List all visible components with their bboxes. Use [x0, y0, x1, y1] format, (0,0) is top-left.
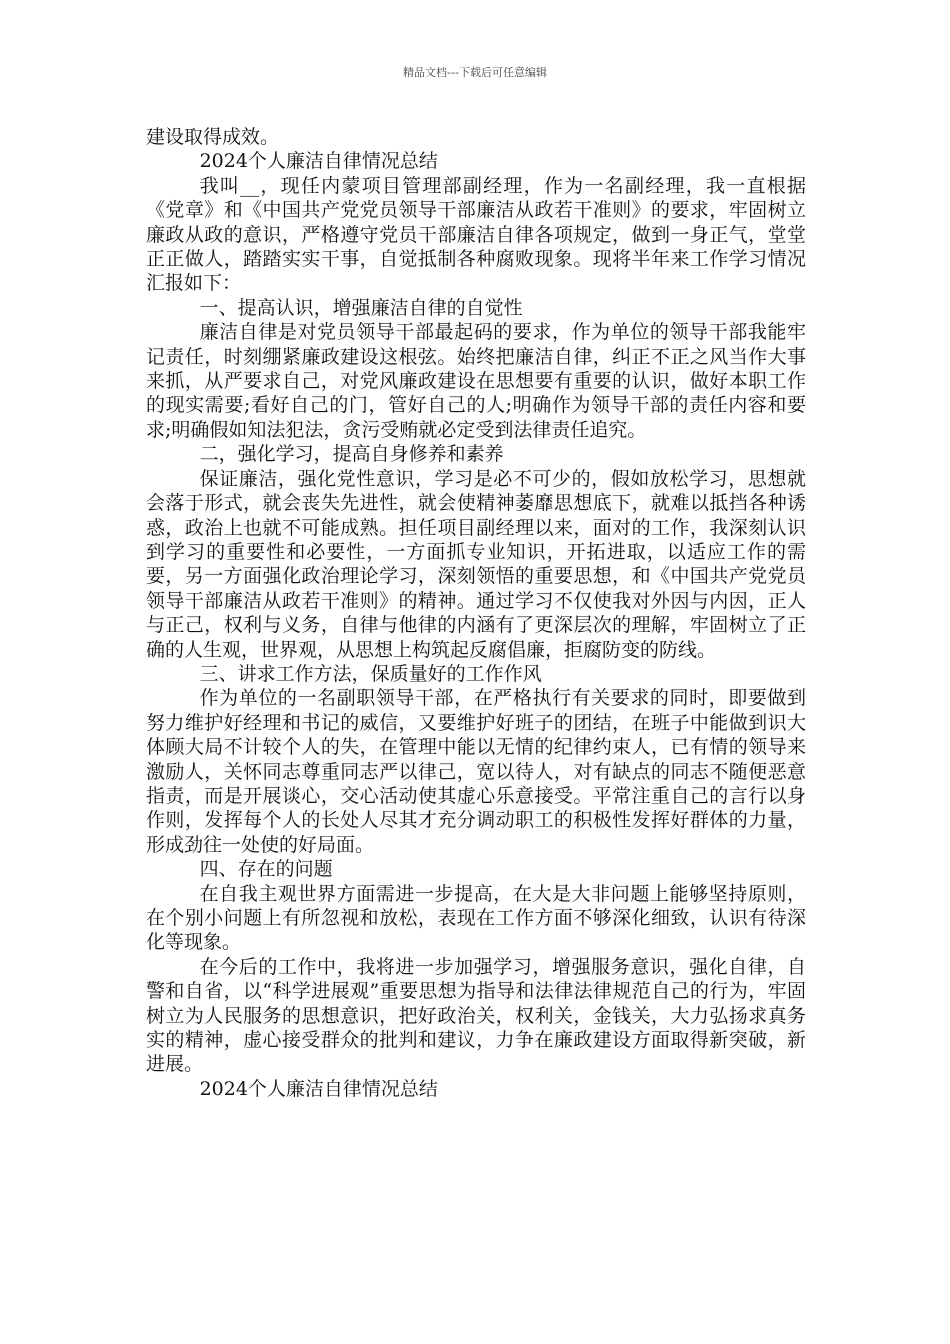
document-body [146, 125, 806, 1101]
page-header: 精品文档---下载后可任意编辑 [403, 66, 547, 79]
section-title-repeat: 2024个人廉洁自律情况总结 [199, 1077, 438, 1100]
heading-4: 四、存在的问题 [199, 858, 333, 881]
paragraph-1: 廉洁自律是对党员领导干部最起码的要求，作为单位的领导干部我能牢记责任，时刻绷紧廉政建设这根弦。始终把廉洁自律，纠正不正之风当作大事来抓，从严要求自己，对党风廉政建设在思想要有重要的认识，做好本职工作的现实需要;看好自己的门，管好自己的人;明确作为领导干部的责任内容和要求;明确假如知法犯法，贪污受贿就必定受到法律责任追究。 [146, 321, 806, 441]
paragraph-4: 在自我主观世界方面需进一步提高，在大是大非问题上能够坚持原则，在个别小问题上有所忽视和放松，表现在工作方面不够深化细致，认识有待深化等现象。 [146, 882, 806, 954]
paragraph-intro: 我叫__，现任内蒙项目管理部副经理，作为一名副经理，我一直根据《党章》和《中国共产党党员领导干部廉洁从政若干准则》的要求，牢固树立廉政从政的意识，严格遵守党员干部廉洁自律各项规定，做到一身正气，堂堂正正做人，踏踏实实干事，自觉抵制各种腐败现象。现将半年来工作学习情况汇报如下： [146, 174, 806, 295]
heading-2: 二，强化学习，提高自身修养和素养 [199, 443, 504, 466]
paragraph-continuation: 建设取得成效。 [146, 126, 280, 148]
section-title: 2024个人廉洁自律情况总结 [199, 150, 438, 173]
heading-1: 一、提高认识，增强廉洁自律的自觉性 [199, 296, 523, 319]
paragraph-5: 在今后的工作中，我将进一步加强学习，增强服务意识，强化自律，自警和自省，以“科学进展观”重要思想为指导和法律法律规范自己的行为，牢固树立为人民服务的思想意识，把好政治关，权利关，金钱关，大力弘扬求真务实的精神，虚心接受群众的批判和建议，力争在廉政建设方面取得新突破，新进展。 [146, 955, 806, 1076]
heading-3: 三、讲求工作方法，保质量好的工作作风 [199, 662, 542, 685]
paragraph-3: 作为单位的一名副职领导干部，在严格执行有关要求的同时，即要做到努力维护好经理和书记的威信，又要维护好班子的团结，在班子中能做到识大体顾大局不计较个人的失，在管理中能以无情的纪律约束人，已有情的领导来激励人，关怀同志尊重同志严以律己，宽以待人，对有缺点的同志不随便恶意指责，而是开展谈心，交心活动使其虚心乐意接受。平常注重自己的言行以身作则，发挥每个人的长处人尽其才充分调动职工的积极性发挥好群体的力量，形成劲往一处使的好局面。 [146, 687, 806, 856]
paragraph-2: 保证廉洁，强化党性意识，学习是必不可少的，假如放松学习，思想就会落于形式，就会丧失先进性，就会使精神萎靡思想底下，就难以抵挡各种诱惑，政治上也就不可能成熟。担任项目副经理以来，面对的工作，我深刻认识到学习的重要性和必要性，一方面抓专业知识，开拓进取，以适应工作的需要，另一方面强化政治理论学习，深刻领悟的重要思想，和《中国共产党党员领导干部廉洁从政若干准则》的精神。通过学习不仅使我对外因与内因，正人与正己，权利与义务，自律与他律的内涵有了更深层次的理解，牢固树立了正确的人生观，世界观，从思想上构筑起反腐倡廉，拒腐防变的防线。 [146, 467, 806, 661]
